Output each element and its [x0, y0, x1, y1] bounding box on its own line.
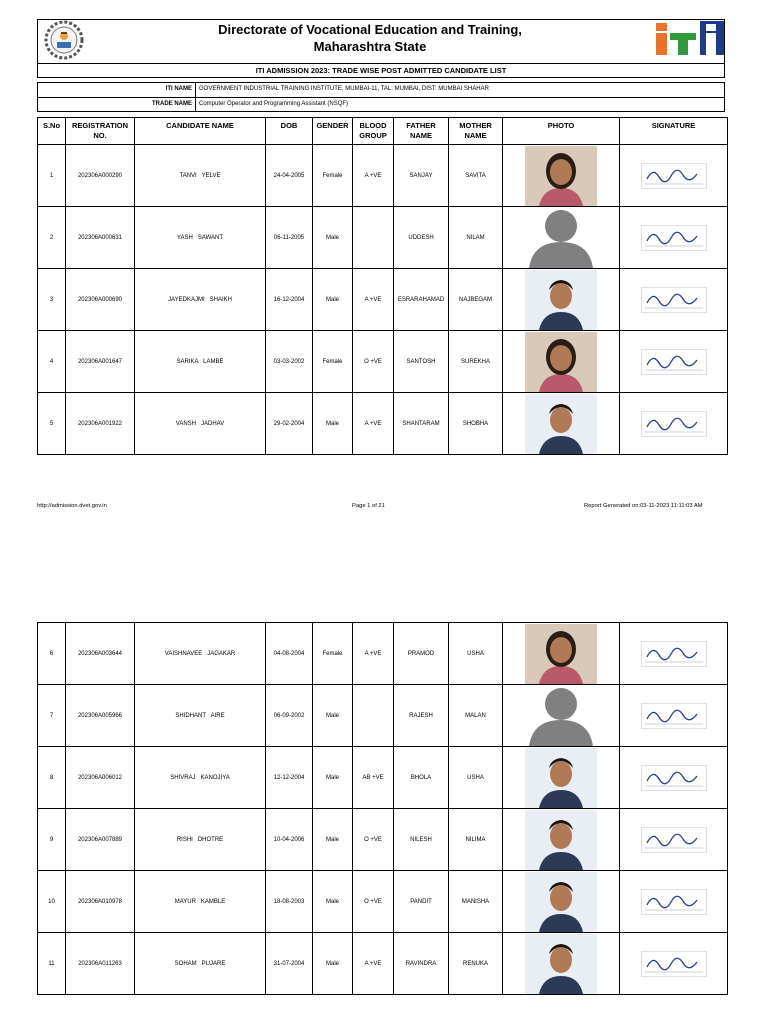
iti-name-value: GOVERNMENT INDUSTRIAL TRAINING INSTITUTE, MUMBAI-11, TAL: MUMBAI, DIST: MUMBAI SHAHAR [199, 86, 489, 92]
photo-cell [503, 747, 620, 809]
photo-cell [503, 871, 620, 933]
trade-name-label: TRADE NAME [38, 98, 196, 111]
placeholder-avatar-icon [525, 686, 597, 746]
mother-name-cell: MALAN [449, 685, 503, 747]
photo-cell [503, 145, 620, 207]
gender-cell: Female [313, 623, 353, 685]
title-line-1: Directorate of Vocational Education and Training, [218, 22, 522, 37]
candidate-name-cell: SHIDHANT AIRE [135, 685, 266, 747]
placeholder-avatar-icon [525, 208, 597, 268]
candidate-name-cell: MAYUR KAMBLE [135, 871, 266, 933]
candidate-name-cell: JAYEDKAJMI SHAIKH [135, 269, 266, 331]
gender-cell: Male [313, 747, 353, 809]
signature-cell [620, 685, 728, 747]
serial-number-cell: 8 [38, 747, 66, 809]
serial-number-cell: 10 [38, 871, 66, 933]
gender-cell: Male [313, 685, 353, 747]
blood-group-cell: A +VE [353, 623, 394, 685]
signature-image [641, 163, 707, 189]
signature-cell [620, 747, 728, 809]
trade-name-value: Computer Operator and Programming Assistant (NSQF) [199, 101, 349, 107]
dob-cell: 24-04-2005 [266, 145, 313, 207]
father-name-cell: NILESH [394, 809, 449, 871]
table-row [38, 747, 728, 809]
table-row [38, 393, 728, 455]
signature-cell [620, 871, 728, 933]
gender-cell: Female [313, 145, 353, 207]
table-row [38, 685, 728, 747]
col-dob: DOB [266, 118, 313, 145]
col-sno: S.No [38, 118, 66, 145]
mother-name-cell: NILIMA [449, 809, 503, 871]
photo-cell [503, 685, 620, 747]
candidate-table-page-1 [37, 117, 728, 455]
iti-name-label: ITI NAME [38, 83, 196, 97]
col-mother-name: MOTHER NAME [449, 118, 503, 145]
serial-number-cell: 2 [38, 207, 66, 269]
mother-name-cell: NILAM [449, 207, 503, 269]
signature-image [641, 827, 707, 853]
table-row [38, 145, 728, 207]
title-line-2: Maharashtra State [313, 39, 427, 54]
registration-number-cell: 202306A006012 [66, 747, 135, 809]
mother-name-cell: SHOBHA [449, 393, 503, 455]
blood-group-cell: A +VE [353, 933, 394, 995]
signature-image [641, 951, 707, 977]
registration-number-cell: 202306A000631 [66, 207, 135, 269]
report-subtitle: ITI ADMISSION 2023: TRADE WISE POST ADMITTED CANDIDATE LIST [37, 64, 725, 78]
candidate-name-cell: YASH SAWANT [135, 207, 266, 269]
registration-number-cell: 202306A000690 [66, 269, 135, 331]
candidate-photo [525, 810, 597, 870]
table-row [38, 809, 728, 871]
father-name-cell: PRAMOD [394, 623, 449, 685]
mother-name-cell: USHA [449, 747, 503, 809]
candidate-name-cell: RISHI DHOTRE [135, 809, 266, 871]
col-blood-group: BLOOD GROUP [353, 118, 394, 145]
blood-group-cell: O +VE [353, 331, 394, 393]
candidate-photo [525, 146, 597, 206]
iti-logo [656, 21, 724, 55]
info-block [37, 82, 725, 112]
serial-number-cell: 7 [38, 685, 66, 747]
table-row [38, 623, 728, 685]
dob-cell: 12-12-2004 [266, 747, 313, 809]
registration-number-cell: 202306A005966 [66, 685, 135, 747]
signature-cell [620, 331, 728, 393]
registration-number-cell: 202306A011263 [66, 933, 135, 995]
photo-cell [503, 933, 620, 995]
photo-cell [503, 269, 620, 331]
photo-cell [503, 623, 620, 685]
father-name-cell: ESRARAHAMAD [394, 269, 449, 331]
signature-image [641, 287, 707, 313]
dob-cell: 06-11-2005 [266, 207, 313, 269]
gender-cell: Female [313, 331, 353, 393]
dob-cell: 16-12-2004 [266, 269, 313, 331]
col-signature: SIGNATURE [620, 118, 728, 145]
serial-number-cell: 1 [38, 145, 66, 207]
signature-image [641, 703, 707, 729]
col-registration: REGISTRATION NO. [66, 118, 135, 145]
dob-cell: 18-08-2003 [266, 871, 313, 933]
page-title [120, 21, 620, 55]
blood-group-cell [353, 207, 394, 269]
candidate-name-cell: VAISHNAVEE JAGAKAR [135, 623, 266, 685]
footer-generated-time: Report Generated on:03-11-2023 11:11:03 AM [584, 503, 703, 509]
father-name-cell: SHANTARAM [394, 393, 449, 455]
signature-cell [620, 393, 728, 455]
candidate-name-cell: VANSH JADHAV [135, 393, 266, 455]
gender-cell: Male [313, 207, 353, 269]
dvet-emblem-logo [44, 20, 84, 60]
registration-number-cell: 202306A007889 [66, 809, 135, 871]
dob-cell: 10-04-2006 [266, 809, 313, 871]
father-name-cell: SANTOSH [394, 331, 449, 393]
col-father-name: FATHER NAME [394, 118, 449, 145]
father-name-cell: RAJESH [394, 685, 449, 747]
registration-number-cell: 202306A001922 [66, 393, 135, 455]
signature-image [641, 889, 707, 915]
blood-group-cell: A +VE [353, 269, 394, 331]
dob-cell: 31-07-2004 [266, 933, 313, 995]
candidate-name-cell: SARIKA LAMBE [135, 331, 266, 393]
col-candidate-name: CANDIDATE NAME [135, 118, 266, 145]
table-row [38, 331, 728, 393]
candidate-photo [525, 748, 597, 808]
gender-cell: Male [313, 871, 353, 933]
table-row [38, 269, 728, 331]
table-row [38, 871, 728, 933]
blood-group-cell [353, 685, 394, 747]
serial-number-cell: 9 [38, 809, 66, 871]
candidate-name-cell: SOHAM PUJARE [135, 933, 266, 995]
dob-cell: 03-03-2002 [266, 331, 313, 393]
iti-name-row [38, 83, 724, 97]
candidate-table-page-2 [37, 622, 728, 995]
gender-cell: Male [313, 809, 353, 871]
registration-number-cell: 202306A003644 [66, 623, 135, 685]
blood-group-cell: A +VE [353, 393, 394, 455]
gender-cell: Male [313, 393, 353, 455]
candidate-name-cell: SHIVRAJ KANOJIYA [135, 747, 266, 809]
father-name-cell: RAVINDRA [394, 933, 449, 995]
mother-name-cell: USHA [449, 623, 503, 685]
photo-cell [503, 393, 620, 455]
photo-cell [503, 809, 620, 871]
candidate-photo [525, 872, 597, 932]
registration-number-cell: 202306A010978 [66, 871, 135, 933]
candidate-photo [525, 332, 597, 392]
col-gender: GENDER [313, 118, 353, 145]
photo-cell [503, 207, 620, 269]
serial-number-cell: 11 [38, 933, 66, 995]
dob-cell: 04-08-2004 [266, 623, 313, 685]
signature-cell [620, 145, 728, 207]
serial-number-cell: 3 [38, 269, 66, 331]
gender-cell: Male [313, 933, 353, 995]
signature-cell [620, 933, 728, 995]
mother-name-cell: SAVITA [449, 145, 503, 207]
photo-cell [503, 331, 620, 393]
candidate-photo [525, 934, 597, 994]
candidate-photo [525, 394, 597, 454]
dob-cell: 06-09-2002 [266, 685, 313, 747]
footer-page-number: Page 1 of 21 [352, 503, 385, 509]
footer-url: http://admission.dvet.gov.in [37, 503, 107, 509]
candidate-photo [525, 270, 597, 330]
signature-image [641, 765, 707, 791]
registration-number-cell: 202306A001647 [66, 331, 135, 393]
father-name-cell: SANJAY [394, 145, 449, 207]
signature-image [641, 349, 707, 375]
signature-cell [620, 623, 728, 685]
mother-name-cell: RENUKA [449, 933, 503, 995]
table-row [38, 207, 728, 269]
registration-number-cell: 202306A000290 [66, 145, 135, 207]
blood-group-cell: A +VE [353, 145, 394, 207]
serial-number-cell: 5 [38, 393, 66, 455]
blood-group-cell: O +VE [353, 871, 394, 933]
mother-name-cell: MANISHA [449, 871, 503, 933]
table-header-row [38, 118, 728, 145]
father-name-cell: UDDESH [394, 207, 449, 269]
signature-image [641, 641, 707, 667]
signature-cell [620, 809, 728, 871]
col-photo: PHOTO [503, 118, 620, 145]
serial-number-cell: 4 [38, 331, 66, 393]
father-name-cell: PANDIT [394, 871, 449, 933]
trade-name-row [38, 97, 724, 111]
gender-cell: Male [313, 269, 353, 331]
candidate-photo [525, 624, 597, 684]
dob-cell: 29-02-2004 [266, 393, 313, 455]
candidate-name-cell: TANVI YELVE [135, 145, 266, 207]
father-name-cell: BHOLA [394, 747, 449, 809]
signature-image [641, 411, 707, 437]
serial-number-cell: 6 [38, 623, 66, 685]
blood-group-cell: O +VE [353, 809, 394, 871]
mother-name-cell: NAJBEGAM [449, 269, 503, 331]
signature-image [641, 225, 707, 251]
table-row [38, 933, 728, 995]
signature-cell [620, 269, 728, 331]
blood-group-cell: AB +VE [353, 747, 394, 809]
mother-name-cell: SUREKHA [449, 331, 503, 393]
signature-cell [620, 207, 728, 269]
